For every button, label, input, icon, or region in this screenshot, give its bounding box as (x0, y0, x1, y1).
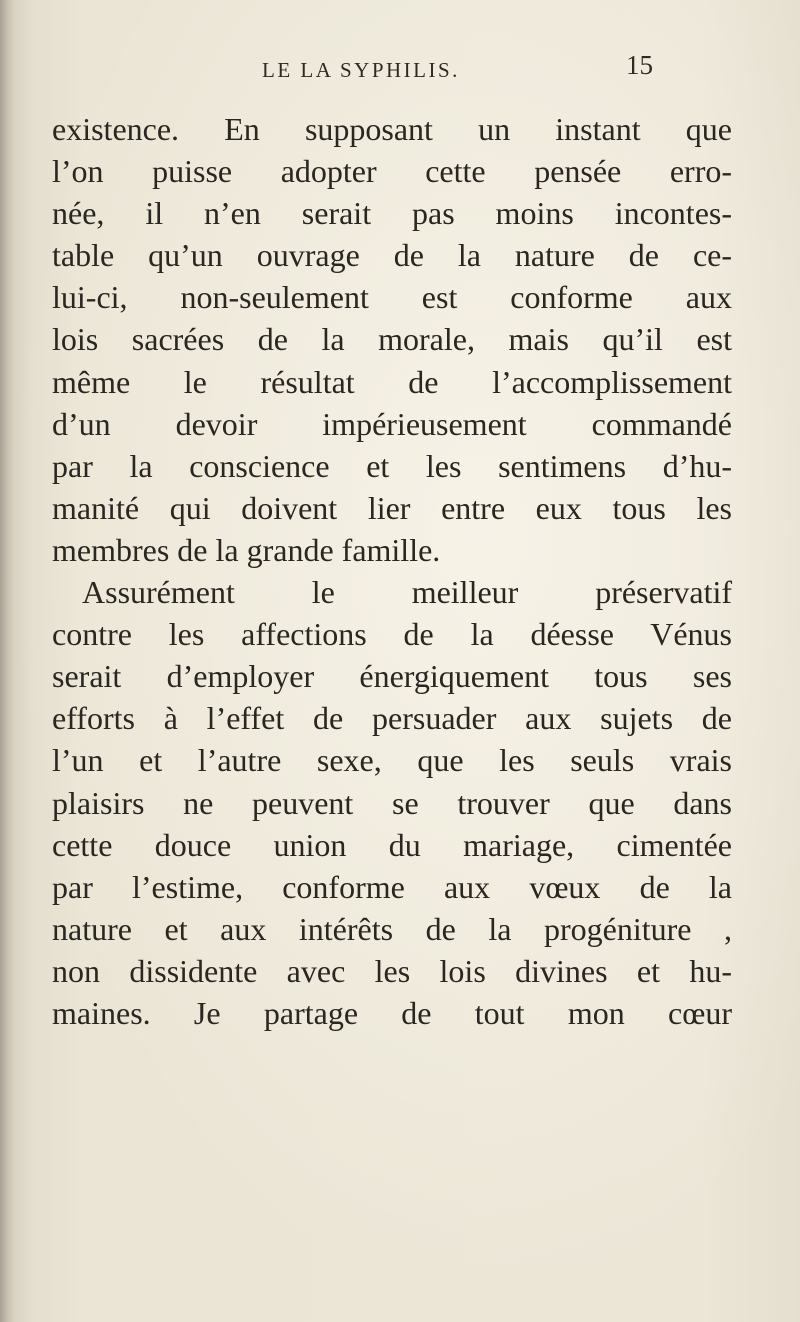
text-line: plaisirs ne peuvent se trouver que dans (52, 784, 732, 821)
text-line: l’un et l’autre sexe, que les seuls vrais (52, 742, 732, 779)
text-line: manité qui doivent lier entre eux tous les (52, 489, 732, 526)
text-line: née, il n’en serait pas moins incontes- (52, 195, 732, 232)
body-text (52, 108, 732, 1034)
text-line: maines. Je partage de tout mon cœur (52, 994, 732, 1031)
text-line: cette douce union du mariage, cimentée (52, 826, 732, 863)
text-line: par la conscience et les sentimens d’hu- (52, 447, 732, 484)
page-number: 15 (626, 50, 653, 80)
paragraph-end-line: membres de la grande famille. (52, 531, 441, 568)
text-line: par l’estime, conforme aux vœux de la (52, 868, 732, 905)
running-head: LE LA SYPHILIS. (262, 58, 460, 82)
text-line: contre les affections de la déesse Vénus (52, 616, 732, 653)
text-line: non dissidente avec les lois divines et hu- (52, 952, 732, 989)
binding-shadow (0, 0, 14, 1322)
text-line: nature et aux intérêts de la progéniture , (52, 910, 732, 947)
text-line: lois sacrées de la morale, mais qu’il est (52, 321, 732, 358)
text-line: efforts à l’effet de persuader aux sujets de (52, 700, 732, 737)
paragraph-start-line: Assurément le meilleur préservatif (82, 574, 732, 611)
text-line: lui-ci, non-seulement est conforme aux (52, 279, 732, 316)
text-line: table qu’un ouvrage de la nature de ce- (52, 237, 732, 274)
text-line: l’on puisse adopter cette pensée erro- (52, 153, 732, 190)
text-line: serait d’employer énergiquement tous ses (52, 658, 732, 695)
text-line: d’un devoir impérieusement commandé (52, 405, 732, 442)
text-line: même le résultat de l’accomplissement (52, 363, 732, 400)
text-line: existence. En supposant un instant que (52, 111, 732, 147)
